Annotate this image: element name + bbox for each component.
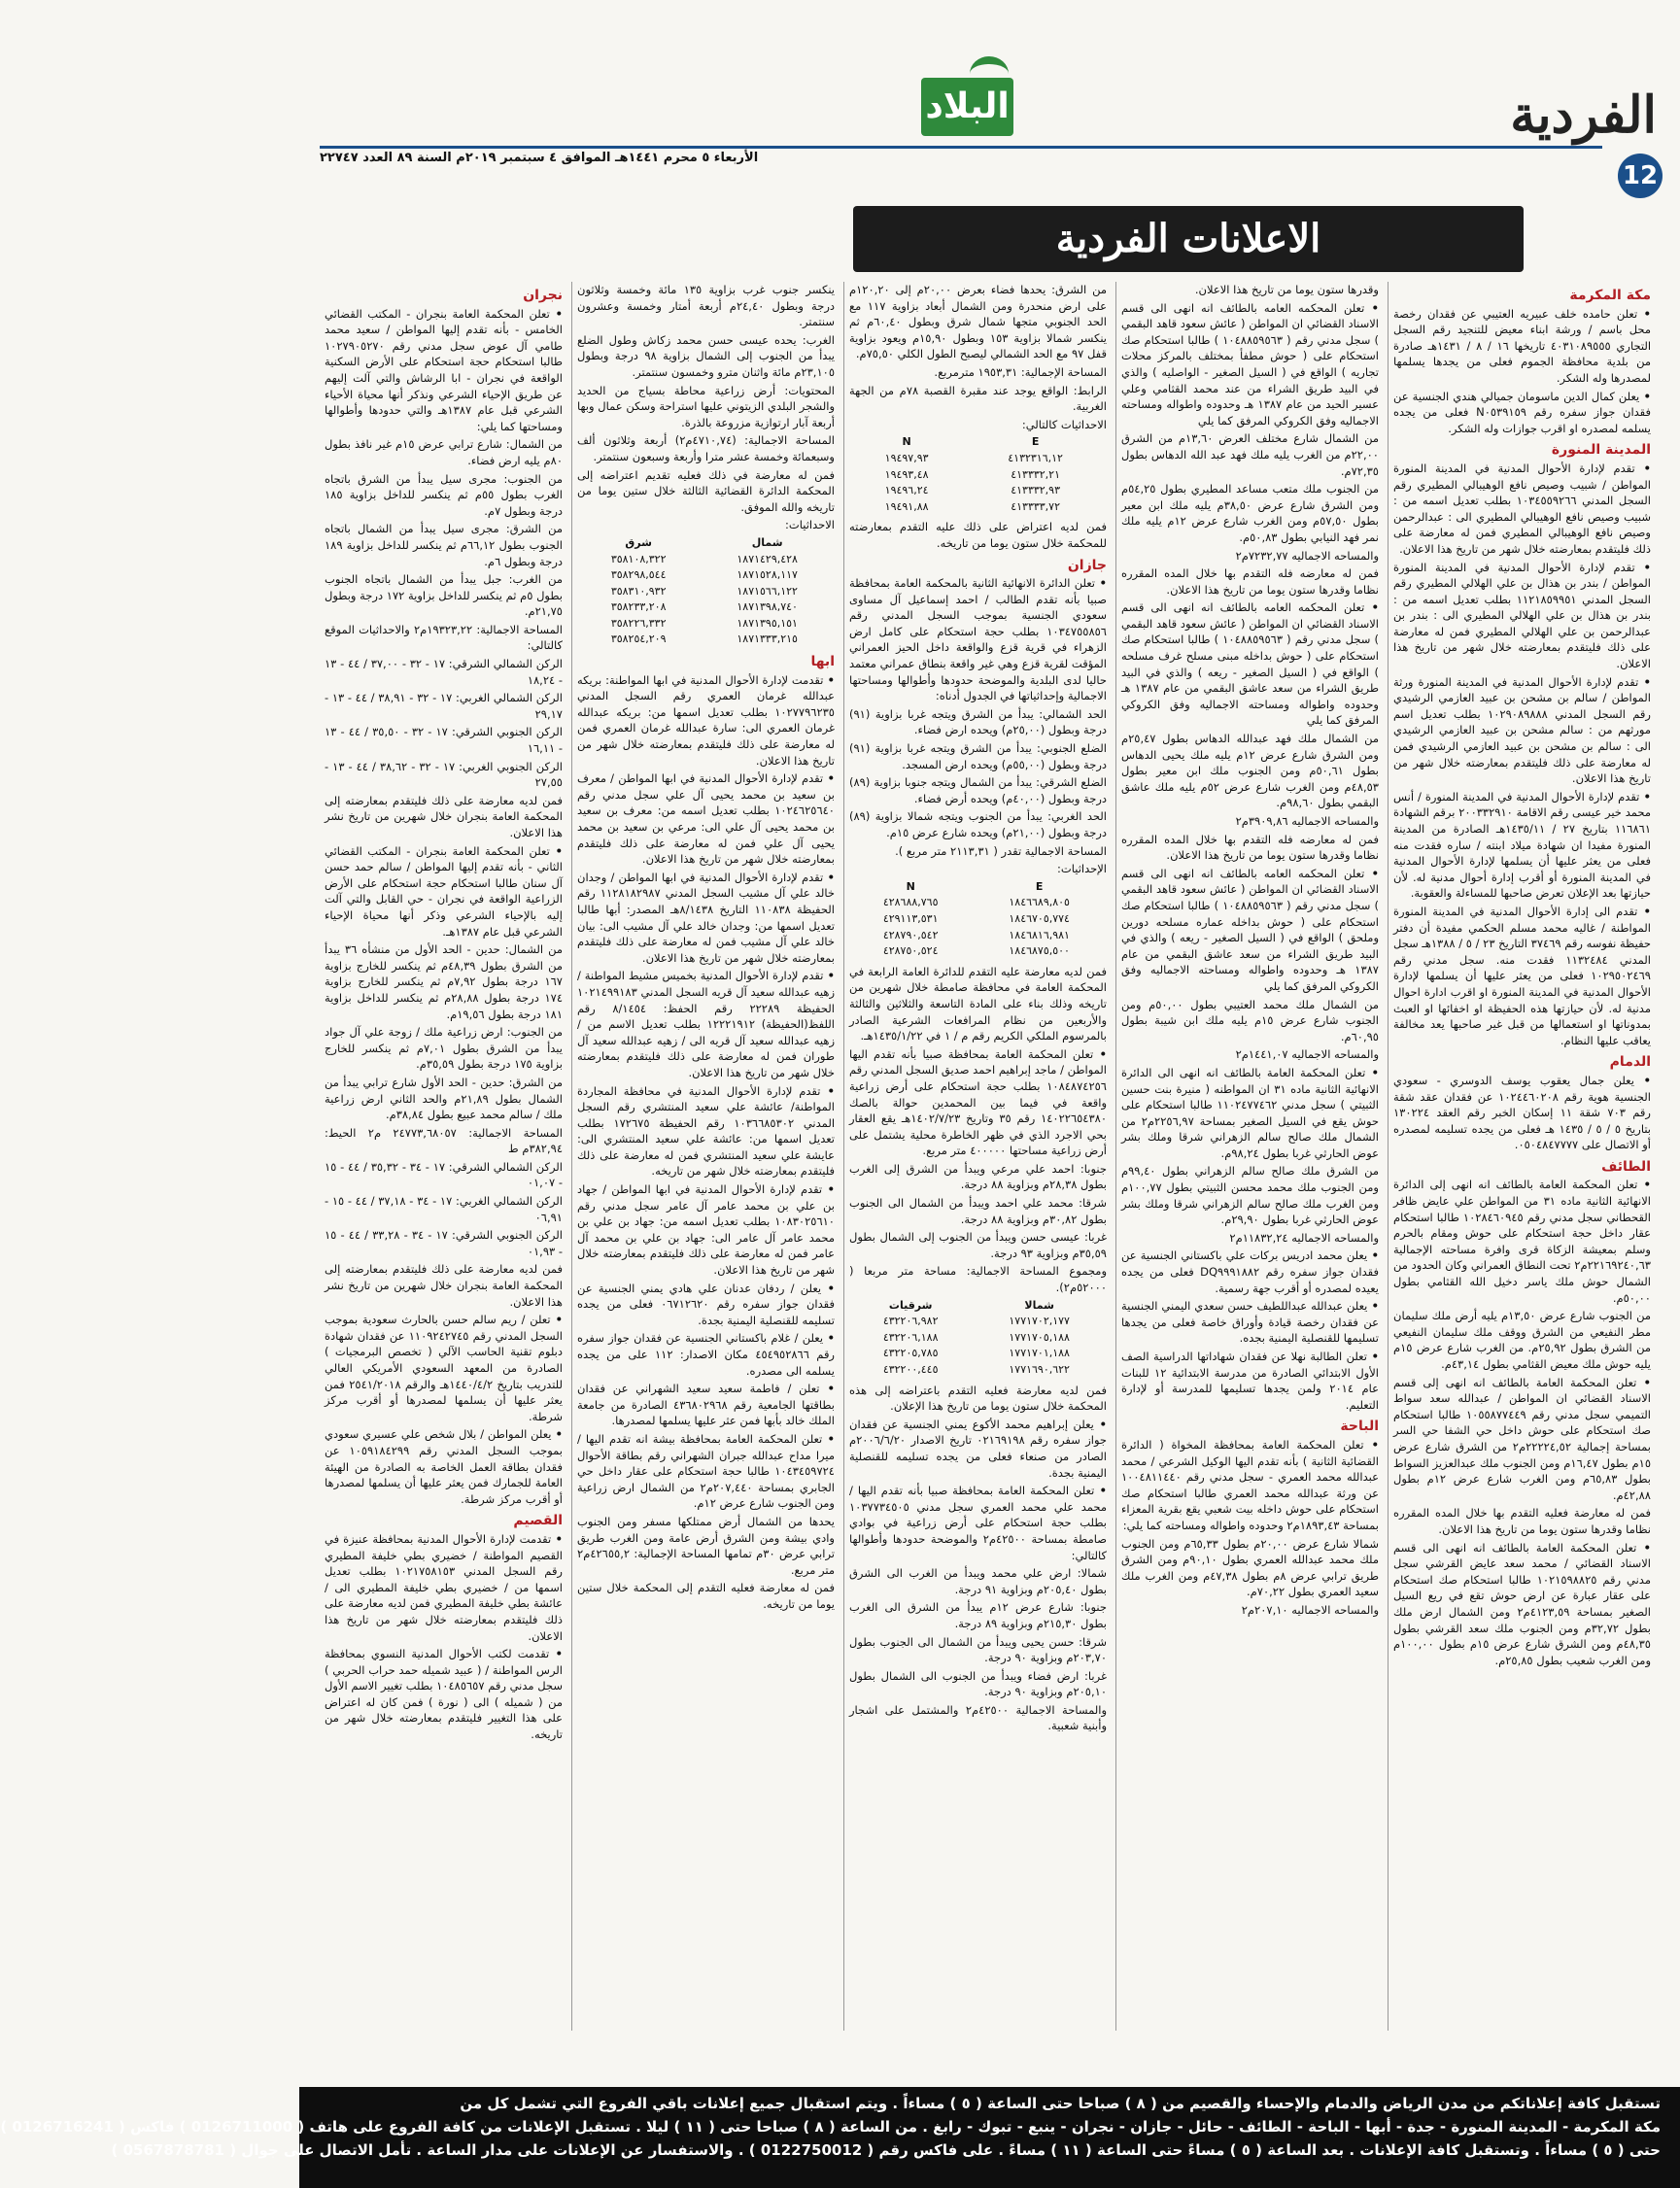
classified-ad: • تقدم لإدارة الأحوال المدنية في ابها المواطن / معرف بن سعيد بن محمد يحيى آل علي سجل مدني رقم ١٠٢٤٦٢٥٦٤٠ بطلب تعديل اسمه من: معرف بن سعيد بن محمد يحيى آل علي الى: مرعي بن سعيد بن محمد يحيى آل علي فمن له معارضة على ذلك فليتقدم بمعارضته خلال شهر من تاريخ هذا الاعلان.: [577, 770, 835, 868]
classified-ad: • تقدم لإدارة الأحوال المدنية بخميس مشيط المواطنة / زهيه عبدالله سعيد آل قريه السجل المدني ١٠٢١٤٩٩١٨٣ الحفيظة ٢٢٢٨٩ رقم الحفظ: ٨/١٤٥٤ رقم اللفظ(الحفيظة) ١٢٢٢١٩١٢ بطلب تعديل الاسم من / زهيه عبدالله سعيد آل قريه الى / زهيه عبدالله سعيد آل طوران فمن له معارضة على ذلك فليتقدم بمعارضته خلال شهر من تاريخ هذا الاعلان.: [577, 968, 835, 1080]
ad-text: والمساحه الاجماليه ١١٨٣٢,٢٤م٢: [1229, 1230, 1379, 1245]
classified-ad: • تعلن حامده خلف عبيريه العتيبي عن فقدان رخصة محل باسم / ورشة ابناء معيض للتنجيد رقم السجل التجاري ٤٠٣١٠٨٩٥٥٥ تاريخها ١٦ / ٨ / ١٤٣١هـ صادرة من بلدية محافظة الجموم فعلى من يجدها يسلمها لمصدرها وله الشكر.: [1393, 306, 1651, 387]
coordinates-cell: ٣٥٨٢٢٦,٣٣٢: [610, 616, 667, 630]
column-divider: [571, 282, 572, 2031]
ad-text: من الشمال: شارع ترابي عرض ١٥م غير نافذ بطول ٨٠م يليه ارض فضاء.: [325, 437, 563, 467]
ad-text: الركن الجنوبي الشرقي: ١٧ - ٣٢ - ٣٥,٥٠ / ٤٤ - ١٣ - ١٦,١١: [325, 725, 563, 756]
ad-text: من الجنوب شارع عرض ١٣,٥٠م يليه أرض ملك سليمان مطر النفيعي من الشرق ووقف ملك سليمان النفيعي من الشرق بطول ٢٥,٩٢م. من الغرب شارع عرض ١٥م يليه حوش ملك معيض القثامي بطول ٤٣,١٤م.: [1393, 1309, 1651, 1371]
ad-text: فمن له معارضة في ذلك فعليه تقديم اعتراضه إلى المحكمة الدائرة القضائية الثالثة خلال ستين يوما من تاريخه والله الموفق.: [577, 467, 835, 514]
classified-ad: • تقدم لإدارة الأحوال المدنية في ابها المواطن / وجدان خالد علي آل مشيب السجل المدني ١١٢٨١٨٢٩٨٧ رقم الحفيظة ١١٠٨٣٨ التاريخ ٨/١٤٣٨هـ المصدر: أبها طالبا تعديل اسمها من: وجدان خالد علي آل مشيب الى: بيان خالد علي آل مشيب فمن له معارضة على ذلك فليتقدم بمعارضته خلال شهر من تاريخ هذا الاعلان.: [577, 870, 835, 967]
classified-ad: • تعلن / فاطمة سعيد سعيد الشهراني عن فقدان بطاقتها الجامعية رقم ٤٣٦٨٠٢٩٦٨ الصادرة من جامعة الملك خالد بأبها فمن عثر عليها يسلمها لمصدرها.: [577, 1381, 835, 1429]
ad-text: الإحداثيات:: [1057, 862, 1107, 876]
coordinates-cell: ٣٥٨٢٣٣,٢٠٨: [610, 600, 667, 614]
classified-ad: • تعلن المحكمة العامة بالطائف انه انهى الى قسم الاسناد القضائي / محمد سعد عايض القرشي سجل مدني رقم ١٠٢١٥٩٨٨٢٥ طالبا استحكام صك استحكام على عقار عبارة عن ارض حوش تقع في ريع السيل الصغير بمساحة ٤١٢٣,٥٩م٢ ومن الشمال ارض ملك بطول ٣٢,٧٢م ومن الجنوب ملك سعد القرشي بطول ٤٨,٣٥م ومن الشرق شارع عرض ١٥م بطول ١٠٠,٠٠م ومن الغرب شعيب بطول ٢٥,٨٥م.: [1393, 1540, 1651, 1669]
city-heading: الطائف: [1601, 1158, 1651, 1175]
ad-text: الضلع الجنوبي: يبدأ من الشرق ويتجه غربا بزاوية (٩١) درجة وبطول (٥٥,٠٠م) ويحده ارض المسجد.: [849, 741, 1107, 771]
ad-text: والمساحه الاجماليه ٢٠٧,١٠م٢: [1241, 1602, 1379, 1617]
ad-text: شرقا: حسن يحيى ويبدأ من الشمال الى الجنوب بطول ٢٠٣,٧٠م وبزاوية ٩٠ درجة.: [849, 1634, 1107, 1665]
coordinates-header: E: [1035, 879, 1044, 893]
coordinates-header: شرقيات: [888, 1298, 933, 1312]
city-heading: الباحة: [1340, 1419, 1379, 1435]
ad-text: ومجموع المساحة الاجمالية: مساحة متر مربعا ( ٥٢٠٠٠م٢).: [849, 1264, 1107, 1295]
ad-text: الركن الشمالي الغربي: ١٧ - ٣٢ - ٣٨,٩١ / ٤٤ - ١٣ - ٢٩,١٧: [325, 691, 563, 721]
coordinates-header: شمالا: [1024, 1298, 1054, 1312]
column-divider: [843, 282, 844, 2031]
ad-text: من الجنوب ملك متعب مساعد المطيري بطول ٥٤,٢٥م ومن الشرق شارع عرض ٣٨,٥٠م يليه ملك ابن معير بطول ٥٧,٥٠م ومن الغرب شارع عرض ١٢م يليه ملك نمر فهد النيابي بطول ٥٠,٨٣م.: [1121, 482, 1380, 544]
ad-text: المساحة الاجمالية: ١٩٣٢٣,٢٢م٢ والاحداثيات الموقع كالتالي:: [325, 622, 563, 653]
ad-text: من الشرق: حدين - الحد الأول شارع ترابي يبدأ من الشمال بطول ٢١,٨٩م والحد الثاني ارض زراعية ملك / سالم محمد عبيع بطول ٣٨,٨٤م.: [325, 1075, 563, 1122]
classified-ad: • تقدم لإدارة الأحوال المدنية في ابها المواطن / جهاد بن علي بن محمد عامر آل عامر سجل مدني رقم ١٠٨٣٠٢٥٦١٠ بطلب تعديل اسمه من: جهاد بن علي بن محمد عامر آل عامر الى: جهاد بن علي بن محمد آل عامر فمن له معارضة على ذلك فليتقدم بمعارضته خلال شهر من تاريخ هذا الاعلان.: [577, 1181, 835, 1279]
ad-text: الاحداثيات كالتالي:: [1021, 417, 1107, 431]
ad-text: فمن لديه اعتراض على ذلك عليه التقدم بمعارضته للمحكمة خلال ستون يوما من تاريخه.: [849, 520, 1107, 550]
coordinates-header: E: [1031, 435, 1040, 449]
coordinates-table: [849, 879, 1107, 960]
ad-text: شرقا: محمد علي احمد ويبدأ من الشمال الى الجنوب بطول ٣٠,٨٢م وبزاوية ٨٨ درجة.: [849, 1196, 1107, 1226]
classified-ad: • تقدم الى إدارة الأحوال المدنية في المدينة المنورة المواطنة / غاليه محمد مسلم الحكمي مفيدة أن دفتر حفيظة نفوسه رقم ٣٧٤٦٩ التاريخ ٢٣ / ٥ / ١٣٨٨هـ سجل المدني ١١٣٢٤٨٤ فقدت منه. سجل مدني رقم ١٠٢٩٥٠٢٤٦٩ فعلى من يعثر عليها أن يسلمها لإدارة الأحوال المدنية في المدينة المنورة او اقرب ادارة احوال مدنية له. لأن حيازتها هذه الحفيظة او اخفائها او العبث بمدوناتها او استعمالها من قبل غير صاحبها يعد مخالفة يعاقب عليها النظام.: [1393, 904, 1651, 1048]
classified-ad: • يعلن محمد ادريس بركات علي باكستاني الجنسية عن فقدان جواز سفره رقم DQ٩٩٩١٨٨٢ فعلى من يجده يعيده لمصدره أو أقرب جهة رسمية.: [1121, 1248, 1379, 1296]
ad-text: فمن له معارضة فعليه التقدم إلى المحكمة خلال ستين يوما من تاريخه.: [577, 1581, 835, 1611]
coordinates-cell: ١٨٤٦٨٧٥,٥٠٠: [1009, 944, 1070, 958]
ad-text: والمساحه الاجماليه ٧٢٣٢,٧٧م٢: [1235, 548, 1379, 563]
coordinates-header: شرق: [625, 535, 652, 549]
classified-ad: • تعلن المحكمة العامة بالطائف انه انهى إلى الدائرة الانهائية الثانية ماده ٣١ من المواطن علي عايض ظافر القحطاني سجل مدني رقم ١٠٢٨٤٦٠٩٤٥ طالبا استحكام عقار داخل حجة استحكام على حوش ومقام بالحرم وسلم بمعيشة الزكاة قرى وافرة مساحته الإجمالية ٢٢١٦٩٢٤٠,٦٣م٢ تحت النطاق العمراني وكان الحدود من الشمال حوش ملك ياسر دخيل الله القثامي بطول ٥٠,٠٠م.: [1393, 1177, 1651, 1306]
ad-text: من الشمال: حدين - الحد الأول من منشأه ٣٦ يبدأ من الشرق بطول ٤٨,٣٩م ثم ينكسر للخارج بزاوية ١٦٧ درجة بطول ٧,٩٢م ثم ينكسر للخارج بزاوية ١٧٤ درجة بطول ٢٨,٨٨م ثم ينكسر للداخل بزاوية ١٨١ درجة بطول ١٩,٥٦م.: [325, 942, 564, 1021]
ad-text: والمساحه الاجماليه ١٤٤١,٠٧م٢: [1235, 1047, 1379, 1062]
ads-column-3: [849, 282, 1107, 2040]
ad-text: من الغرب: جبل يبدأ من الشمال باتجاه الجنوب بطول ٥م ثم ينكسر للداخل بزاوية ١٧٢ درجة وبطول ٢١,٧٥م.: [325, 572, 563, 619]
ad-text: والمساحه الاجماليه ٣٩٠٩,٨٦م٢: [1235, 814, 1379, 828]
classified-ad: • تعلن / ريم سالم حسن بالحارث سعودية بموجب السجل المدني رقم ١١٠٩٢٤٢٧٤٥ عن فقدان شهادة دبلوم تقنية الحاسب الآلي ( تخصص البرمجيات ) الصادرة من المعهد السعودي الأمريكي العالي للتدريب بتاريخ ١٤٤٠/٤/٢هـ والرقم ٢٥٤١/٢٠١٨ فمن يعثر عليها أن يسلمها لمصدرها أو أقرب مركز شرطة.: [325, 1312, 563, 1424]
classified-ad: • يعلن / ردفان عدنان علي هادي يمني الجنسية عن فقدان جواز سفره رقم ٠٦٧١٢٦٢٠ فعلى من يجده تسليمه للقنصلية اليمنية بجدة.: [577, 1281, 835, 1329]
classified-ad: • تقدم لإدارة الأحوال المدنية في المدينة المنورة المواطن / شبيب وصيص نافع الوهيبالي المطيري رقم السجل المدني ١٠٣٤٥٥٩٢٦٦ بطلب تعديل اسمه من : شبيب وصيص نافع الوهيبالي المطيري الى : عبدالرحمن وصيص نافع الوهيبالي المطيري فمن له معارضة على ذلك فليتقدم بمعارضته خلال شهر من تاريخ هذا الاعلان.: [1393, 461, 1651, 558]
coordinates-cell: ١٨٧١٣٩٥,١٥١: [737, 616, 798, 630]
ad-text: وقدرها ستون يوما من تاريخ هذا الاعلان.: [1194, 283, 1379, 296]
coordinates-cell: ١٨٧١٥٢٨,١١٧: [737, 568, 798, 582]
ads-column-2: [1121, 282, 1379, 2040]
ad-text: فمن لديه معارضة على ذلك فليتقدم بمعارضته إلى المحكمة العامة بنجران خلال شهرين من تاريخ نشر هذا الاعلان.: [325, 793, 563, 839]
ad-text: الاحداثيات:: [785, 518, 835, 532]
classified-ad: • تعلن المحكمة العامة بمحافظة صبيا بأنه تقدم اليها المواطن / ماجد إبراهيم احمد صديق السجل المدني رقم ١٠٨٤٨٧٤٢٥٦ بطلب حجة استحكام على أرض زراعية واقعة في فيما بين المحمدين حوالة بالصك ١٤٠٢٢٦٥٤٣٨٠ رقم ٣٥ وتاريخ ١٤٠٢/٧/٢٣هـ يقع العقار بحي الاجرد الذي في ظهر الخاطرة محلية يشتمل على أرض زراعية مساحتها ٤٠٠٠٠٠ متر مربع.: [849, 1046, 1107, 1159]
column-divider: [1115, 282, 1116, 2031]
classified-ad: • تقدم لإدارة الأحوال المدنية في المدينة المنورة المواطن / بندر بن هذال بن علي الهلالي المطيري رقم السجل المدني ١١٢١٨٥٩٩٥١ بطلب تعديل اسمه من : بندر بن هذال بن علي الهلالي المطيري الى : بندر بن عبدالرحمن بن علي الهلالي المطيري فمن له معارضة على ذلك فليتقدم بمعارضته خلال شهر من تاريخ هذا الاعلان.: [1393, 560, 1651, 672]
coordinates-header: شمال: [751, 535, 783, 549]
ad-text: المساحة الاجمالية: ٢٤٧٧٣,٦٨٠٥٧ م٢ الحيط: ٣٨٢,٩٤م ط: [325, 1125, 563, 1156]
ad-text: الركن الشمالي الشرقي: ١٧ - ٣٤ - ٣٥,٣٢ / ٤٤ - ١٥ - ٠١,٠٧: [325, 1159, 563, 1190]
city-heading: جازان: [1067, 557, 1107, 573]
coordinates-cell: ١٨٧١٣٩٨,٧٤٠: [737, 600, 798, 614]
coordinates-cell: ١٨٧١٤٢٩,٤٢٨: [737, 552, 798, 565]
ad-text: من الشمال ملك فهد عبدالله الدهاس بطول ٢٥,٤٧م ومن الشرق شارع عرض ١٢م يليه ملك يحيى الدهاس بطول ٥٠,٦١م ومن الجنوب ملك ابن معير بطول ٤٨,٥٣م ومن الغرب شارع عرض ٥٢م يليه ملك عاشق البقمي بطول ٩٨,٦٠م.: [1121, 732, 1379, 810]
date-strip: [320, 146, 1602, 168]
city-heading: ابها: [810, 654, 835, 670]
ad-text: يحدها من الشمال أرض ممتلكها مسفر ومن الجنوب وادي بيشة ومن الشرق أرض عامة ومن الغرب طريق ترابي عرض ٣٠م تمامها المساحة الإجمالية: ٤٢٦٥٥,٢م٢ متر مربع.: [577, 1514, 835, 1577]
ad-text: من الشمال شارع مختلف العرض ١٣,٦٠م من الشرق ٢٢,٠٠م من الغرب يليه ملك فهد عبد الله الدهاس بطول ٧٢,٣٥م.: [1121, 431, 1379, 478]
brand-logo: البلاد: [925, 86, 1010, 126]
classified-ad: • تقدمت لإدارة الأحوال المدنية بمحافظة عنيزة في القصيم المواطنة / خضيري بطي خليفة المطيري رقم السجل المدني ١٠٢١٧٥٨١٥٣ بطلب تعديل اسمها من / خضيري بطي خليفة المطيري الى / عائشة بطي خليفة المطيري فمن لديه معارضة على ذلك فليتقدم بمعارضته خلال شهر من تاريخ هذا الاعلان.: [325, 1531, 563, 1644]
ad-text: فمن له معارضه فله التقدم بها خلال المده المقرره نظاما وقدرها ستون يوما من تاريخ هذا الاعلان.: [1121, 566, 1379, 597]
coordinates-cell: ١٩٤٩١,٨٨: [884, 499, 929, 513]
classified-ad: • تقدم لإدارة الأحوال المدنية في المدينة المنورة ورثة المواطن / سالم بن مشحن بن عبيد العازمي الرشيدي رقم السجل المدني ١٠٢٩٠٨٩٨٨٨ بطلب تعديل اسم مورثهم من : سالم مشحن بن عبيد العازمي الرشيدي الى : سالم بن مشحن بن عبيد العازمي الرشيدي فمن له معارضة على ذلك فليتقدم بمعارضته خلال شهر من تاريخ هذا الاعلان.: [1393, 674, 1651, 787]
masthead: [299, 0, 1680, 194]
page-number-badge: 12: [1618, 154, 1663, 198]
coordinates-cell: ٤٢٨٦٨٨,٧٦٥: [882, 896, 939, 909]
classified-ad: • تعلن الطالبة نهلا عن فقدان شهاداتها الدراسية الصف الأول الابتدائي الصادرة من مدرسة الابتدائية ١٢ للبنات عام ٢٠١٤ ولمن يجدها تسليمها للمدرسة أو لإدارة التعليم.: [1121, 1349, 1379, 1413]
classified-ad: • تقدم لإدارة الأحوال المدنية في المدينة المنورة / أنس محمد خير عيسى رقم الاقامة ٢٠٠٣٣٢٩١٠ برقم الشهادة ١١٦٨٦١ بتاريخ ٢٧ / ١٤٣٥/١١هـ الصادرة من المدينة المنورة مفيدا ان شهادة ميلاد ابنته / ساره فقدت منه فعلى من يعثر عليها أن يسلمها لإدارة الأحوال المدنية في المدينة المنورة أو أقرب إدارة أحوال مدنية له. لأن حيازتها بعد الإعلان تعرض صاحبها للمساءلة والعقوبة.: [1393, 789, 1651, 902]
ads-column-5: [325, 282, 563, 2040]
coordinates-header: N: [906, 879, 915, 893]
coordinates-cell: ١٨٧١٣٣٣,٢١٥: [737, 632, 798, 646]
coordinates-cell: ٤٢٨٧٩٠,٥٤٢: [882, 928, 939, 941]
coordinates-cell: ٤٣٢٢٠٠,٤٤٥: [882, 1363, 939, 1376]
ad-text: غربا: عيسى حسن ويبدأ من الجنوب إلى الشمال بطول ٣٥,٥٩م وبزاوية ٩٣ درجة.: [849, 1230, 1107, 1260]
classified-ad: • يعلن / غلام باكستاني الجنسية عن فقدان جواز سفره رقم ٤٥٤٩٥٢٨٦٦ مكان الاصدار: ١١٢ على من يجده يسلمه الى مصدره.: [577, 1330, 835, 1379]
coordinates-cell: ١٧٧١٦٩٠,٦٢٢: [1009, 1363, 1070, 1376]
classified-ad: • تعلن المحكمة العامة بمحافظة بيشة انه تقدم اليها / ميرا مداح عبدالله جبران الشهراني رقم بطاقة الأحوال ١٠٤٣٤٥٩٧٢٤ طالبا حجة استحكام على عقار داخل حي الجابري بمساحة ٢٠٧,٤٤٠م٢ من الشمال ارض زراعية ومن الجنوب شارع عرض ١٢م.: [577, 1431, 835, 1512]
ad-text: الحد الشمالي: يبدأ من الشرق ويتجه غربا بزاوية (٩١) درجة وبطول (٢٥,٠٠م) ويحده ارض فضاء.: [849, 706, 1107, 737]
ad-text: فمن له معارضه فله التقدم بها خلال المده المقرره نظاما وقدرها ستون يوما من تاريخ هذا الاعلان.: [1121, 832, 1379, 863]
ad-text: الركن الشمالي الغربي: ١٧ - ٣٤ - ٣٧,١٨ / ٤٤ - ١٥ - ٠٦,٩١: [325, 1194, 563, 1224]
classified-ad: • تعلن المحكمة العامة بمحافظة صبيا بأنه تقدم اليها / محمد علي محمد العمري سجل مدني ١٠٣٧٧٣٤٥٠٥ بطلب حجة استحكام على أرض زراعية في بوادي صامطة بمساحة ٤٢٥٠٠م٢ والموضحة حدودها وأطوالها كالتالي:: [849, 1483, 1107, 1563]
classified-ad: • تقدم لإدارة الأحوال المدنية في محافظة المجاردة المواطنة/ عائشة علي سعيد المنتشري رقم السجل المدني ١٠٣٦٦٨٥٣٠٢ رقم الحفيظة ١٧٢٦٧٥ بطلب تعديل اسمها من: عائشة علي سعيد المنتشري الى: عايشة علي سعيد المنتشري فمن له معارضة على ذلك فليتقدم بمعارضته خلال شهر من تاريخه.: [577, 1083, 835, 1180]
coordinates-cell: ٣٥٨٢٥٤,٢٠٩: [610, 632, 667, 646]
ad-text: الركن الجنوبي الشرقي: ١٧ - ٣٤ - ٣٣,٢٨ / ٤٤ - ١٥ - ٠١,٩٣: [325, 1228, 563, 1258]
classified-ad: • تقدمت لإدارة الأحوال المدنية في ابها المواطنة: بريكه عبدالله غرمان العمري رقم السجل المدني ١٠٢٧٧٩٦٢٣٥ بطلب تعديل اسمها من: بريكه عبدالله غرمان العمري الى: سارة عبدالله غرمان العمري فمن له معارضة على ذلك فليتقدم بمعارضته خلال شهر من تاريخ هذا الاعلان.: [577, 672, 835, 769]
banner-title: الاعلانات الفردية: [1055, 216, 1321, 261]
coordinates-cell: ١٨٤٦٨١٦,٩٨١: [1009, 928, 1070, 941]
ad-text: الحد الغربي: يبدأ من الجنوب ويتجه شمالا بزاوية (٨٩) درجة وبطول (٢١,٠٠م) ويحده شارع عرض ١٥م.: [849, 809, 1107, 839]
coordinates-cell: ٤١٣٢٣١٦,١٢: [1008, 451, 1063, 464]
issue-date-line: الأربعاء ٥ محرم ١٤٤١هـ الموافق ٤ سبتمبر ٢٠١٩م السنة ٨٩ العدد ٢٢٧٤٧: [320, 151, 759, 165]
coordinates-cell: ١٧٧١٧٠١,١٨٨: [1009, 1347, 1070, 1360]
ad-text: فمن لديه معارضة عليه التقدم للدائرة العامة الرابعة في المحكمة العامة في محافظة صامطة خلال شهرين من تاريخه وذلك بناء على المادة التاسعة والثلاثين والثالثة والأربعين من نظام المرافعات الشرعية الصادر بالمرسوم الملكي الكريم رقم م / ١ في ١٤٣٥/١/٢٢هـ.: [849, 964, 1107, 1043]
ads-column-4: [577, 282, 835, 2040]
ad-text: من الشرق: يحدها فضاء بعرض ٢٠,٠٠م إلى ١٢٠,٢٠م على ارض منحدرة ومن الشمال أبعاد بزاوية ١١٧ مع الحد الجنوبي متجها شمال شرق وبطول ٦٠,٤٠م ثم ينكسر شمالا بزاوية ١٥٣ وبطول ١٥,٩٠م ويعود بزاوية قفل ٩٧ مع الحد الشمالي ليصبح الطول الكلي ٧٥,٥٠م.: [849, 283, 1108, 361]
coordinates-cell: ١٨٤٦٦٨٩,٨٠٥: [1009, 896, 1070, 909]
ad-text: الرابط: الواقع يوجد عند مقبرة القصبة ٧٨م من الجهة الغربية.: [849, 383, 1107, 414]
coordinates-cell: ٣٥٨٣١٠,٩٣٢: [610, 584, 667, 598]
classified-ad: • تعلن المحكمة العامة بنجران - المكتب القضائي الخامس - بأنه تقدم إليها المواطن / سعيد محمد طامي آل عوض سجل مدني رقم ١٠٢٧٩٠٥٢٧٠ طالبا استحكام حجة استحكام على الأرض السكنية الواقعة في نجران - ابا الرشاش والتي آلت إليهم عن طريق الإحياء الشرعي ونذكر أنها محياة الأحياء الشرعي قبل عام ١٣٨٧هـ والتي حدودها وأطوالها ومساحتها كما يلي:: [325, 306, 563, 435]
classified-ad: • تعلن المحكمه العامه بالطائف انه انهى الى قسم الاسناد القضائي ان المواطن ( عائش سعود قاهد البقمي ) سجل مدني رقم ( ١٠٤٨٨٥٩٥٦٣ ) طالبا استحكام صك استحكام على ( حوش بداخله عماره مسلحه دورين وملحق ) الواقع في ( السيل الصغير - ريعه ) والذي في البيد طريق الشراء من سعد عاشق البقمي من عام ١٣٨٧ هـ وحدوده واطواله ومساحته الاجماليه وفق الكروكي المرفق كما يلي: [1121, 866, 1379, 995]
classified-ad: • يعلن عبدالله عبداللطيف حسن سعدي اليمني الجنسية عن فقدان رخصة قيادة وأوراق خاصة فعلى من يجدها تسليمها للقنصلية اليمنية بجده.: [1121, 1298, 1379, 1347]
section-title: الفردية: [1510, 85, 1657, 145]
coordinates-header: N: [902, 435, 911, 449]
footer-line: حتى ( ٥ ) مساءاً . وتستقبل كافة الإعلانات . بعد الساعة ( ٥ ) مساءً حتى الساعة ( ١١ ) مساءً . على فاكس رقم ( 0122750012 ) . والاستفسار عن الإعلانات على مدار الساعة . تأمل الاتصال على جوال ( 0567878781 ): [111, 2141, 1661, 2159]
ad-text: المساحة الإجمالية: ١٩٥٣,٣١ مترمربع.: [934, 364, 1107, 379]
ad-text: الركن الشمالي الشرقي: ١٧ - ٣٢ - ٣٧,٠٠ / ٤٤ - ١٣ - ١٨,٢٤: [325, 657, 563, 687]
classified-ad: • تعلن المحكمة العامة بمحافظة المخواة ( الدائرة القضائية الثانية ) بأنه تقدم اليها الوكيل الشرعي / محمد عبدالله محمد العمري - سجل مدني رقم ١٠٠٤٨١١٤٤٠ عن ورثة عبدالله محمد العمري طالبا استحكام صك استحكام على حوش داخله بيت شعبي يقع بقرية المعزاء بمساحة ١٨٩٣,٤٣م٢ وحدوده واطواله ومساحته كما يلي:: [1121, 1437, 1379, 1534]
coordinates-cell: ١٨٤٦٧٠٥,٧٧٤: [1009, 911, 1070, 925]
coordinates-cell: ٤١٣٣٣٢,٢١: [1011, 467, 1060, 481]
coordinates-cell: ١٧٧١٧٠٥,١٨٨: [1009, 1330, 1070, 1344]
classified-ad: • تعلن الدائرة الانهائية الثانية بالمحكمة العامة بمحافظة صبيا بأنه تقدم الطالب / احمد إسماعيل آل مساوى سعودي الجنسية بموجب السجل المدني رقم ١٠٣٤٧٥٥٨٥٦ بطلب حجة استحكام على كامل ارض الزهراء في قرية قزع والواقعة داخل الحيز العمراني المؤقت لقرية قزع وهي غير واقعة بنطاق عمراني معتمد حاليا لدى البلدية والموضحة حدودها وأطوالها ومساحتها الاجمالية وإحداثياتها في الجدول أدناه:: [849, 575, 1107, 704]
ad-text: شمالا شارع عرض ٢٠,٠٠م بطول ٦٥,٣٣م ومن الجنوب ملك محمد عبدالله العمري بطول ٩٠,١٠م ومن الشرق طريق ترابي عرض ٨م بطول ٤٧,٣٨م ومن الغرب ملك سعيد العمري بطول ٧٠,٢٢م.: [1121, 1536, 1380, 1599]
coordinates-cell: ٤١٣٣٣٣,٧٢: [1011, 499, 1060, 513]
coordinates-cell: ٤٣٢٢٠٦,٩٨٢: [882, 1315, 939, 1328]
classified-ad: • تقدمت لكتب الأحوال المدنية النسوي بمحافظة الرس المواطنة / ( عبيد شميله حمد حراب الحربي ) سجل مدني رقم ١٠٤٨٥٦٥٧ بطلب تغيير الاسم الأول من ( شميله ) الى ( نورة ) فمن كان له اعتراض على هذا التغيير فليتقدم بمعارضته خلال شهر من تاريخه.: [325, 1646, 563, 1743]
coordinates-cell: ١٩٤٩٦,٢٤: [884, 484, 929, 497]
ad-text: شمالا: ارض علي محمد ويبدأ من الغرب الى الشرق بطول ٢٠٥,٤٠م وبزاوية ٩١ درجة.: [849, 1566, 1107, 1596]
coordinates-table: [849, 434, 1107, 515]
coordinates-cell: ٣٥٨١٠٨,٣٢٢: [610, 552, 667, 565]
city-heading: نجران: [523, 288, 563, 303]
ad-text: المساحة الاجمالية: (٤٧١٠,٧٤م٢) أربعة وثلاثون ألف وسبعمائة وخمسة عشر مترا وأربعة وسبعون سنتمتر.: [577, 433, 835, 463]
coordinates-table: [849, 1298, 1107, 1379]
ad-text: فمن له معارضة فعليه التقدم بها خلال المده المقرره نظاما وقدرها ستون يوما من تاريخ هذا الاعلان.: [1393, 1506, 1651, 1536]
classified-ad: • تعلن المحكمه العامه بالطائف انه انهى الى قسم الاسناد القضائي ان المواطن ( عائش سعود قاهد البقمي ) سجل مدني رقم ( ١٠٤٨٨٥٩٥٦٣ ) طالبا استحكام صك استحكام على ( حوش بداخله مبنى مسلح غرف مسلحه ) الواقع في ( السيل الصغير - ريعه ) والذي في البيد طريق الشراء من سعد عاشق البقمي من عام ١٣٨٧ هـ وحدوده واطواله ومساحته الاجماليه وفق الكروكي المرفق كما يلي: [1121, 599, 1379, 729]
ad-text: والمساحة الاجمالية ٤٢٥٠٠م٢ والمشتمل على اشجار وأبنية شعبية.: [849, 1702, 1107, 1733]
city-heading: الدمام: [1609, 1054, 1651, 1071]
classified-ad: • يعلن المواطن / بلال شخص علي عسيري سعودي بموجب السجل المدني رقم ١٠٥٩١٨٤٢٩٩ عن فقدان بطاقة العمل الخاصة به الصادرة من الهيئة العامة للجمارك فمن يعثر عليها أن يسلمها لمصدرها أو أقرب مركز شرطة.: [325, 1426, 563, 1507]
ad-text: الضلع الشرقي: يبدأ من الشمال ويتجه جنوبا بزاوية (٨٩) درجة وبطول (٤٠,٠٠م) ويحده أرض فضاء.: [849, 775, 1107, 805]
classified-ad: • يعلن كمال الدين ماسومان جميالي هندي الجنسية عن فقدان جواز سفره رقم N٠٥٣٩١٥٩ فعلى من يجده يسلمه لمصدره او اقرب جوازات وله الشكر.: [1393, 389, 1651, 437]
ad-text: فمن لديه معارضة على ذلك فليتقدم بمعارضته إلى المحكمة العامة بنجران خلال شهرين من تاريخ نشر هذا الاعلان.: [325, 1262, 563, 1309]
ad-text: من الجنوب: مجرى سيل يبدأ من الشرق باتجاه الغرب بطول ٥٥م ثم ينكسر للداخل بزاوية ١٨٥ درجة وبطول ٧م.: [325, 471, 563, 518]
coordinates-cell: ٤٢٩١١٣,٥٣١: [882, 911, 939, 925]
classified-ads-banner: [853, 206, 1524, 272]
ad-text: الغرب: يحده عيسى حسن محمد زكاش وطول الضلع يبدأ من الجنوب إلى الشمال بزاوية ٩٨ درجة وبطول ٢٣,١٠٥م مائة واثنان مترو وخمسون سنتمتر.: [577, 332, 835, 379]
classified-ad: • تعلن المحكمة العامة بالطائف انه انهى الى الدائرة الانهائية الثانية ماده ٣١ ان المواطنه ( منيرة بنت حسين الثبيتي ) سجل مدني ١١٠٢٤٧٧٤٦٢ طالبا استحكام على حوش يقع في السيل الصغير بمساحة ٢٢٥٦,٩٧م٢ من الشمال ملك صالح سالم الزهراني شرقا وملك بشر عوض الحارثي غربا بطول ٩٨,٢٤م.: [1121, 1065, 1379, 1162]
coordinates-cell: ١٩٤٩٧,٩٣: [884, 451, 929, 464]
classified-ad: • تعلن المحكمه العامه بالطائف انه انهى الى قسم الاسناد القضائي ان المواطن ( عائش سعود قاهد البقمي ) سجل مدني رقم ( ١٠٤٨٨٥٩٥٦٣ ) طالبا استحكام صك استحكام على ( حوش مطفأ بمختلف بالمركز محلات تجاريه ) الواقع في ( السيل الصغير - الواصليه ) والذي في البيد طريق الشراء من عند محمد القثامي وعلي عسير الحيد من عام ١٣٨٧ هـ وحدوده واطواله ومساحته الاجماليه وفق الكروكي المرفق كما يلي: [1121, 300, 1379, 429]
footer-line: تستقبل كافة إعلاناتكم من مدن الرياض والدمام والإحساء والقصيم من ( ٨ ) صباحا حتى الساعة ( ٥ ) مساءاً . ويتم استقبال جميع إعلانات باقي الفروع التي تشمل كل من: [460, 2095, 1661, 2112]
ad-text: الركن الجنوبي الغربي: ١٧ - ٣٢ - ٣٨,٦٢ / ٤٤ - ١٣ - ٢٧,٥٥: [325, 759, 563, 790]
ad-text: المساحة الاجمالية تقدر ( ٢١١٣,٣١ متر مربع ).: [895, 843, 1107, 858]
city-heading: القصيم: [513, 1513, 563, 1529]
ads-column-1: [1393, 282, 1651, 2040]
footer-contact-bar: [0, 2087, 1680, 2188]
coordinates-table: [577, 535, 835, 648]
ad-text: من الجنوب: ارض زراعية ملك / زوجة علي آل جواد يبدأ من الشرق بطول ٧,٠١م ثم ينكسر للخارج بزاوية ١٧٥ درجة بطول ٣٥,٥٩م.: [325, 1025, 563, 1072]
footer-line: مكة المكرمة - المدينة المنورة - جدة - أبها - الباحة - الطائف - حائل - جازان - نجران - ينبع - تبوك - رابغ . من الساعة ( ٨ ) صباحا حتى ( ١١ ) ليلا . تستقبل الإعلانات من كافة الفروع على هاتف ( 0126711000 ) فاكس ( 0126716241 ): [0, 2118, 1661, 2136]
ad-text: جنوبا: شارع عرض ١٢م يبدأ من الشرق الى الغرب بطول ٢١٥,٣٠م وبزاوية ٨٩ درجة.: [849, 1600, 1107, 1630]
ad-text: غربا: ارض فضاء ويبدأ من الجنوب الى الشمال بطول ٢٠٥,١٠م وبزاوية ٩٠ درجة.: [849, 1668, 1107, 1699]
coordinates-cell: ٤٣٢٢٠٦,١٨٨: [882, 1330, 939, 1344]
coordinates-cell: ١٨٧١٥٦٦,١٢٢: [737, 584, 798, 598]
ad-text: من الشرق ملك صالح سالم الزهراني بطول ٩٩,٤٠م ومن الجنوب ملك محمد محسن الثبيتي بطول ١٠٠,٧٧م ومن الغرب ملك صالح سالم الزهراني شرقا وملك بشر عوض الحارثي غربا بطول ٢٩,٩٠م.: [1121, 1164, 1379, 1227]
classified-ad: • تعلن المحكمة العامة بنجران - المكتب القضائي الثاني - بأنه تقدم إليها المواطن / سالم حمد حسن آل سنان طالبا استحكام حجة استحكام على الأرض الزراعية الواقعة في نجران - حي القابل والتي آلت إليه بالإحياء الشرعي وذكر أنها محياة الإحياء الشرعي قبل عام ١٣٨٧هـ.: [325, 843, 563, 940]
column-divider: [1388, 282, 1389, 2031]
city-heading: المدينة المنورة: [1551, 442, 1651, 459]
coordinates-cell: ٤١٣٣٣٢,٩٣: [1011, 484, 1060, 497]
ad-text: ينكسر جنوب غرب بزاوية ١٣٥ مائة وخمسة وثلاثون درجة وبطول ٢٤,٤٠م أربعة أمتار وخمسة وعشرون سنتمتر.: [577, 283, 835, 329]
classified-ad: • تعلن المحكمة العامة بالطائف انه انهى إلى قسم الاسناد القضائي ان المواطن / عبدالله سعد سواط التميمي سجل مدني رقم ١٠٥٥٨٧٧٤٤٩ طالبا استحكام صك استحكام على حوش داخل حي الشفا حي السر بمساحة إجمالية ٢٢٢٢٤,٥٢م٢ من الشرق شارع عرض ١٥م بطول ١٦,٤٧م ومن الجنوب ملك عبدالعزيز السواط بطول ٦٥,٨٣م ومن الغرب شارع عرض ١٢م بطول ٤٢,٨٨م.: [1393, 1375, 1651, 1504]
ad-text: من الشمال ملك محمد العتيبي بطول ٥٠,٠٠م ومن الجنوب شارع عرض ١٥م يليه ملك ابن شيبة بطول ٦٠,٩٥م.: [1121, 997, 1379, 1043]
ad-text: المحتويات: أرض زراعية محاطة بسياج من الحديد والشجر البلدي الزيتوني عليها استراحة وسكن عمال وبها أربعة آبار ارتوازية مزروعة بالذرة.: [577, 383, 835, 429]
ad-text: من الشرق: مجرى سيل يبدأ من الشمال باتجاه الجنوب بطول ٦٦,١٢م ثم ينكسر للداخل بزاوية ١٨٩ درجة وبطول ٦م.: [325, 522, 563, 568]
coordinates-cell: ١٧٧١٧٠٢,١٧٧: [1009, 1315, 1070, 1328]
coordinates-cell: ٤٣٢٢٠٥,٧٨٥: [882, 1347, 939, 1360]
coordinates-cell: ٣٥٨٢٩٨,٥٤٤: [610, 568, 667, 582]
coordinates-cell: ١٩٤٩٣,٤٨: [884, 467, 929, 481]
ad-text: فمن لديه معارضة فعليه التقدم باعتراضه إلى هذه المحكمة خلال ستون يوما من تاريخ هذا الإعلان.: [849, 1383, 1107, 1414]
ad-text: جنوبا: احمد علي مرعي ويبدأ من الشرق إلى الغرب بطول ٢٨,٣٨م وبزاوية ٨٨ درجة.: [849, 1161, 1107, 1192]
city-heading: مكة المكرمة: [1569, 288, 1651, 303]
classified-ad: • يعلن جمال يعقوب يوسف الدوسري - سعودي الجنسية هوية رقم ١٠٢٤٤٦٠٢٠٨ عن فقدان عقد شقة رقم ٧٠٣ شقة ١١ إسكان الخبر رقم العقد ١٣٠٢٢٤ بتاريخ ٥ / ٥ / ١٤٣٥ هـ فعلى من يجده تسليمه لمصدره أو الاتصال على ٠٥٠٤٨٤٧٧٧٧.: [1393, 1073, 1651, 1153]
classified-ad: • يعلن إبراهيم محمد الأكوع يمني الجنسية عن فقدان جواز سفره رقم ٠٢١٦٩١٩٨ تاريخ الاصدار ٢٠٠٦/٦/٢٠م الصادر من صنعاء فعلى من يجده تسليمه للقنصلية اليمنية بجدة.: [849, 1417, 1107, 1481]
coordinates-cell: ٤٢٨٧٥٠,٥٢٤: [882, 944, 939, 958]
